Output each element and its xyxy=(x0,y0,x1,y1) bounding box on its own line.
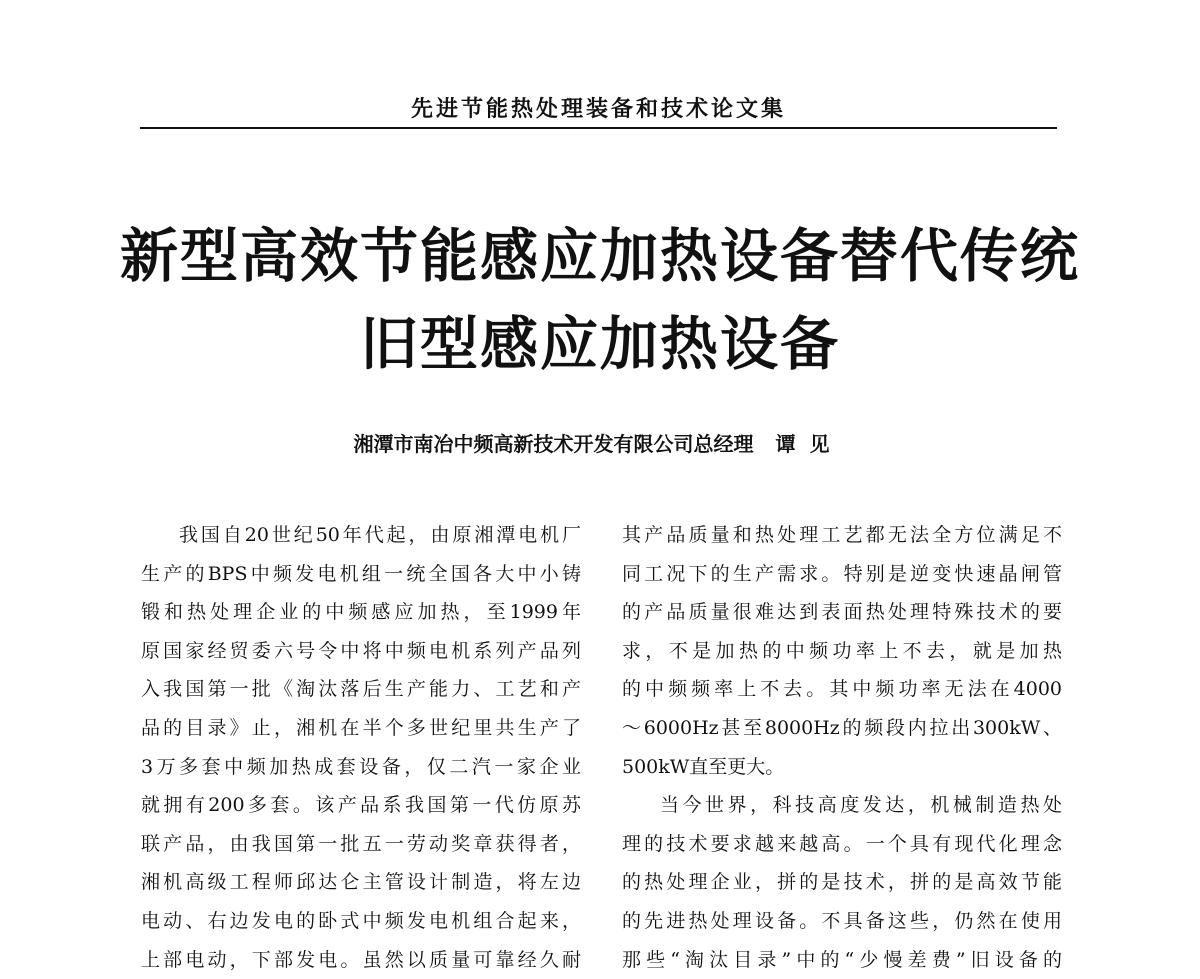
body-line: ～6000Hz甚至8000Hz的频段内拉出300kW、 xyxy=(622,716,1062,739)
body-line: 上部电动，下部发电。虽然以质量可靠经久耐 xyxy=(141,948,581,971)
body-line: 就拥有200多套。该产品系我国第一代仿原苏 xyxy=(141,794,581,817)
body-line: 我国自20世纪50年代起，由原湘潭电机厂 xyxy=(179,524,581,546)
body-line: 同工况下的生产需求。特别是逆变快速晶闸管 xyxy=(622,562,1062,585)
right-column xyxy=(622,516,1062,979)
title-line-1: 新型高效节能感应加热设备替代传统 xyxy=(119,222,1080,290)
body-line: 的热处理企业，拼的是技术，拼的是高效节能 xyxy=(622,871,1062,894)
body-line: 3万多套中频加热成套设备，仅二汽一家企业 xyxy=(141,755,581,778)
body-line: 锻和热处理企业的中频感应加热，至1999年 xyxy=(141,601,581,624)
body-line: 原国家经贸委六号令中将中频电机系列产品列 xyxy=(141,639,581,662)
body-line: 的产品质量很难达到表面热处理特殊技术的要 xyxy=(622,601,1062,624)
body-line: 湘机高级工程师邱达仑主管设计制造，将左边 xyxy=(141,871,581,894)
article-title xyxy=(100,212,1100,388)
body-line: 生产的BPS中频发电机组一统全国各大中小铸 xyxy=(141,562,581,585)
body-line: 的中频频率上不去。其中频功率无法在4000 xyxy=(622,678,1062,701)
body-line: 品的目录》止，湘机在半个多世纪里共生产了 xyxy=(141,716,581,739)
body-line: 其产品质量和热处理工艺都无法全方位满足不 xyxy=(622,524,1062,546)
body-line: 入我国第一批《淘汰落后生产能力、工艺和产 xyxy=(141,678,581,701)
body-line: 联产品，由我国第一批五一劳动奖章获得者， xyxy=(141,832,581,855)
body-line: 那些“淘汰目录”中的“少慢差费”旧设备的 xyxy=(622,948,1062,971)
running-header: 先进节能热处理装备和技术论文集 xyxy=(410,96,786,122)
body-line: 求，不是加热的中频功率上不去，就是加热 xyxy=(622,639,1062,662)
author-name: 谭见 xyxy=(775,432,844,456)
body-line: 500kW直至更大。 xyxy=(622,755,785,778)
left-column xyxy=(141,516,581,979)
body-line: 当今世界，科技高度发达，机械制造热处 xyxy=(660,794,1062,817)
header-rule xyxy=(140,127,1057,129)
title-line-2: 旧型感应加热设备 xyxy=(359,310,840,378)
author-affiliation: 湘潭市南冶中频高新技术开发有限公司总经理 xyxy=(353,432,754,456)
body-line: 的先进热处理设备。不具备这些，仍然在使用 xyxy=(622,909,1062,932)
body-line: 理的技术要求越来越高。一个具有现代化理念 xyxy=(622,832,1062,855)
body-line: 电动、右边发电的卧式中频发电机组合起来， xyxy=(141,909,581,932)
author-line xyxy=(140,428,1057,457)
